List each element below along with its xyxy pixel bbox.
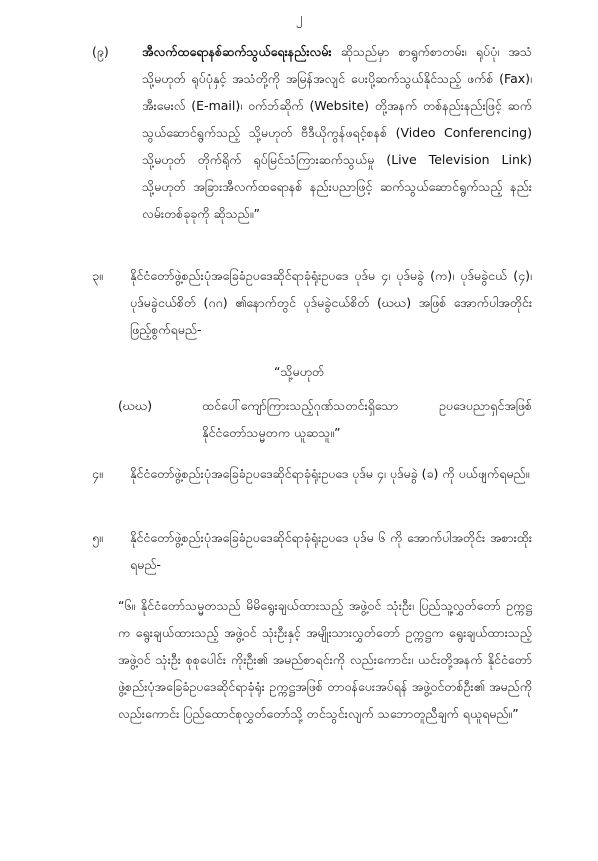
clause-dd-number: (ဃဃ) xyxy=(118,398,153,413)
or-text: “သို့မဟုတ် xyxy=(273,364,325,379)
section-4 xyxy=(92,460,532,487)
section-4-number: ၄။ xyxy=(92,466,103,481)
definition-term: အီလက်ထရောနစ်ဆက်သွယ်ရေးနည်းလမ်း xyxy=(142,44,332,59)
or-line xyxy=(0,358,598,385)
definition-text: ဆိုသည်မှာ စာရွက်စာတမ်း၊ ရုပ်ပုံ၊ အသံ သို့မဟုတ် ရုပ်ပုံနှင့် အသံတို့ကို အမြန်အလျင် ပေးပို့ဆက်သွယ်နိုင်သည့် ဖက်စ် (Fax)၊ အီးမေးလ် (E-mail)၊ ဝက်ဘ်ဆိုက် (Website) တို့အနက် တစ်နည်းနည်းဖြင့် ဆက်သွယ်ဆောင်ရွက်သည့် သို့မဟုတ် ဗီဒီယိုကွန်ဖရင့်စနစ် (Video Conferencing) သို့မဟုတ် တိုက်ရိုက် ရုပ်မြင်သံကြားဆက်သွယ်မှု (Live Television Link) သို့မဟုတ် အခြားအီလက်ထရောနစ် နည်းပညာဖြင့် ဆက်သွယ်ဆောင်ရွက်သည့် နည်းလမ်းတစ်ခုခုကို ဆိုသည်။” xyxy=(142,44,532,221)
definition-body xyxy=(142,38,532,227)
clause-dd-text: ထင်ပေါ်ကျော်ကြားသည့်ဂုဏ်သတင်းရှိသော ဥပဒေပညာရှင်အဖြစ် နိုင်ငံတော်သမ္မတက ယူဆသူ။” xyxy=(202,398,532,440)
section-4-text: နိုင်ငံတော်ဖွဲ့စည်းပုံအခြေခံဥပဒေဆိုင်ရာခုံရုံးဥပဒေ ပုဒ်မ ၄၊ ပုဒ်မခွဲ (ခ) ကို ပယ်ဖျက်ရမည်။ xyxy=(130,466,530,481)
definition-9 xyxy=(92,38,532,227)
section-5-text: နိုင်ငံတော်ဖွဲ့စည်းပုံအခြေခံဥပဒေဆိုင်ရာခုံရုံးဥပဒေ ပုဒ်မ ၆ ကို အောက်ပါအတိုင်း အစားထိုးရမည်- xyxy=(130,530,532,572)
section-3-text: နိုင်ငံတော်ဖွဲ့စည်းပုံအခြေခံဥပဒေဆိုင်ရာခုံရုံးဥပဒေ ပုဒ်မ ၄၊ ပုဒ်မခွဲ (က)၊ ပုဒ်မခွဲငယ် (၄)၊ ပုဒ်မခွဲငယ်စိတ် (ဂဂ) ၏နောက်တွင် ပုဒ်မခွဲငယ်စိတ် (ဃဃ) အဖြစ် အောက်ပါအတိုင်း ဖြည့်စွက်ရမည်- xyxy=(130,268,532,337)
section-5 xyxy=(92,524,532,578)
page-number: ၂ xyxy=(295,11,303,26)
section-6-quote xyxy=(118,592,532,727)
clause-dd xyxy=(118,392,532,446)
section-3-number: ၃။ xyxy=(92,268,103,283)
section-6-quote-text: “၆။ နိုင်ငံတော်သမ္မတသည် မိမိရွေးချယ်ထားသည့် အဖွဲ့ဝင် သုံးဦး၊ ပြည်သူ့လွှတ်တော် ဥက္ကဋ္ဌက ရွေးချယ်ထားသည့် အဖွဲ့ဝင် သုံးဦးနှင့် အမျိုးသားလွှတ်တော် ဥက္ကဋ္ဌက ရွေးချယ်ထားသည့် အဖွဲ့ဝင် သုံးဦး စုစုပေါင်း ကိုးဦး၏ အမည်စာရင်းကို လည်းကောင်း၊ ယင်းတို့အနက် နိုင်ငံတော်ဖွဲ့စည်းပုံအခြေခံဥပဒေဆိုင်ရာခုံရုံး ဥက္ကဋ္ဌအဖြစ် တာဝန်ပေးအပ်ရန် အဖွဲ့ဝင်တစ်ဦး၏ အမည်ကိုလည်းကောင်း ပြည်ထောင်စုလွှတ်တော်သို့ တင်သွင်းလျက် သဘောတူညီချက် ရယူရမည်။” xyxy=(118,598,532,721)
section-3 xyxy=(92,262,532,343)
section-5-number: ၅။ xyxy=(92,530,103,545)
definition-number: (၉) xyxy=(92,44,109,59)
